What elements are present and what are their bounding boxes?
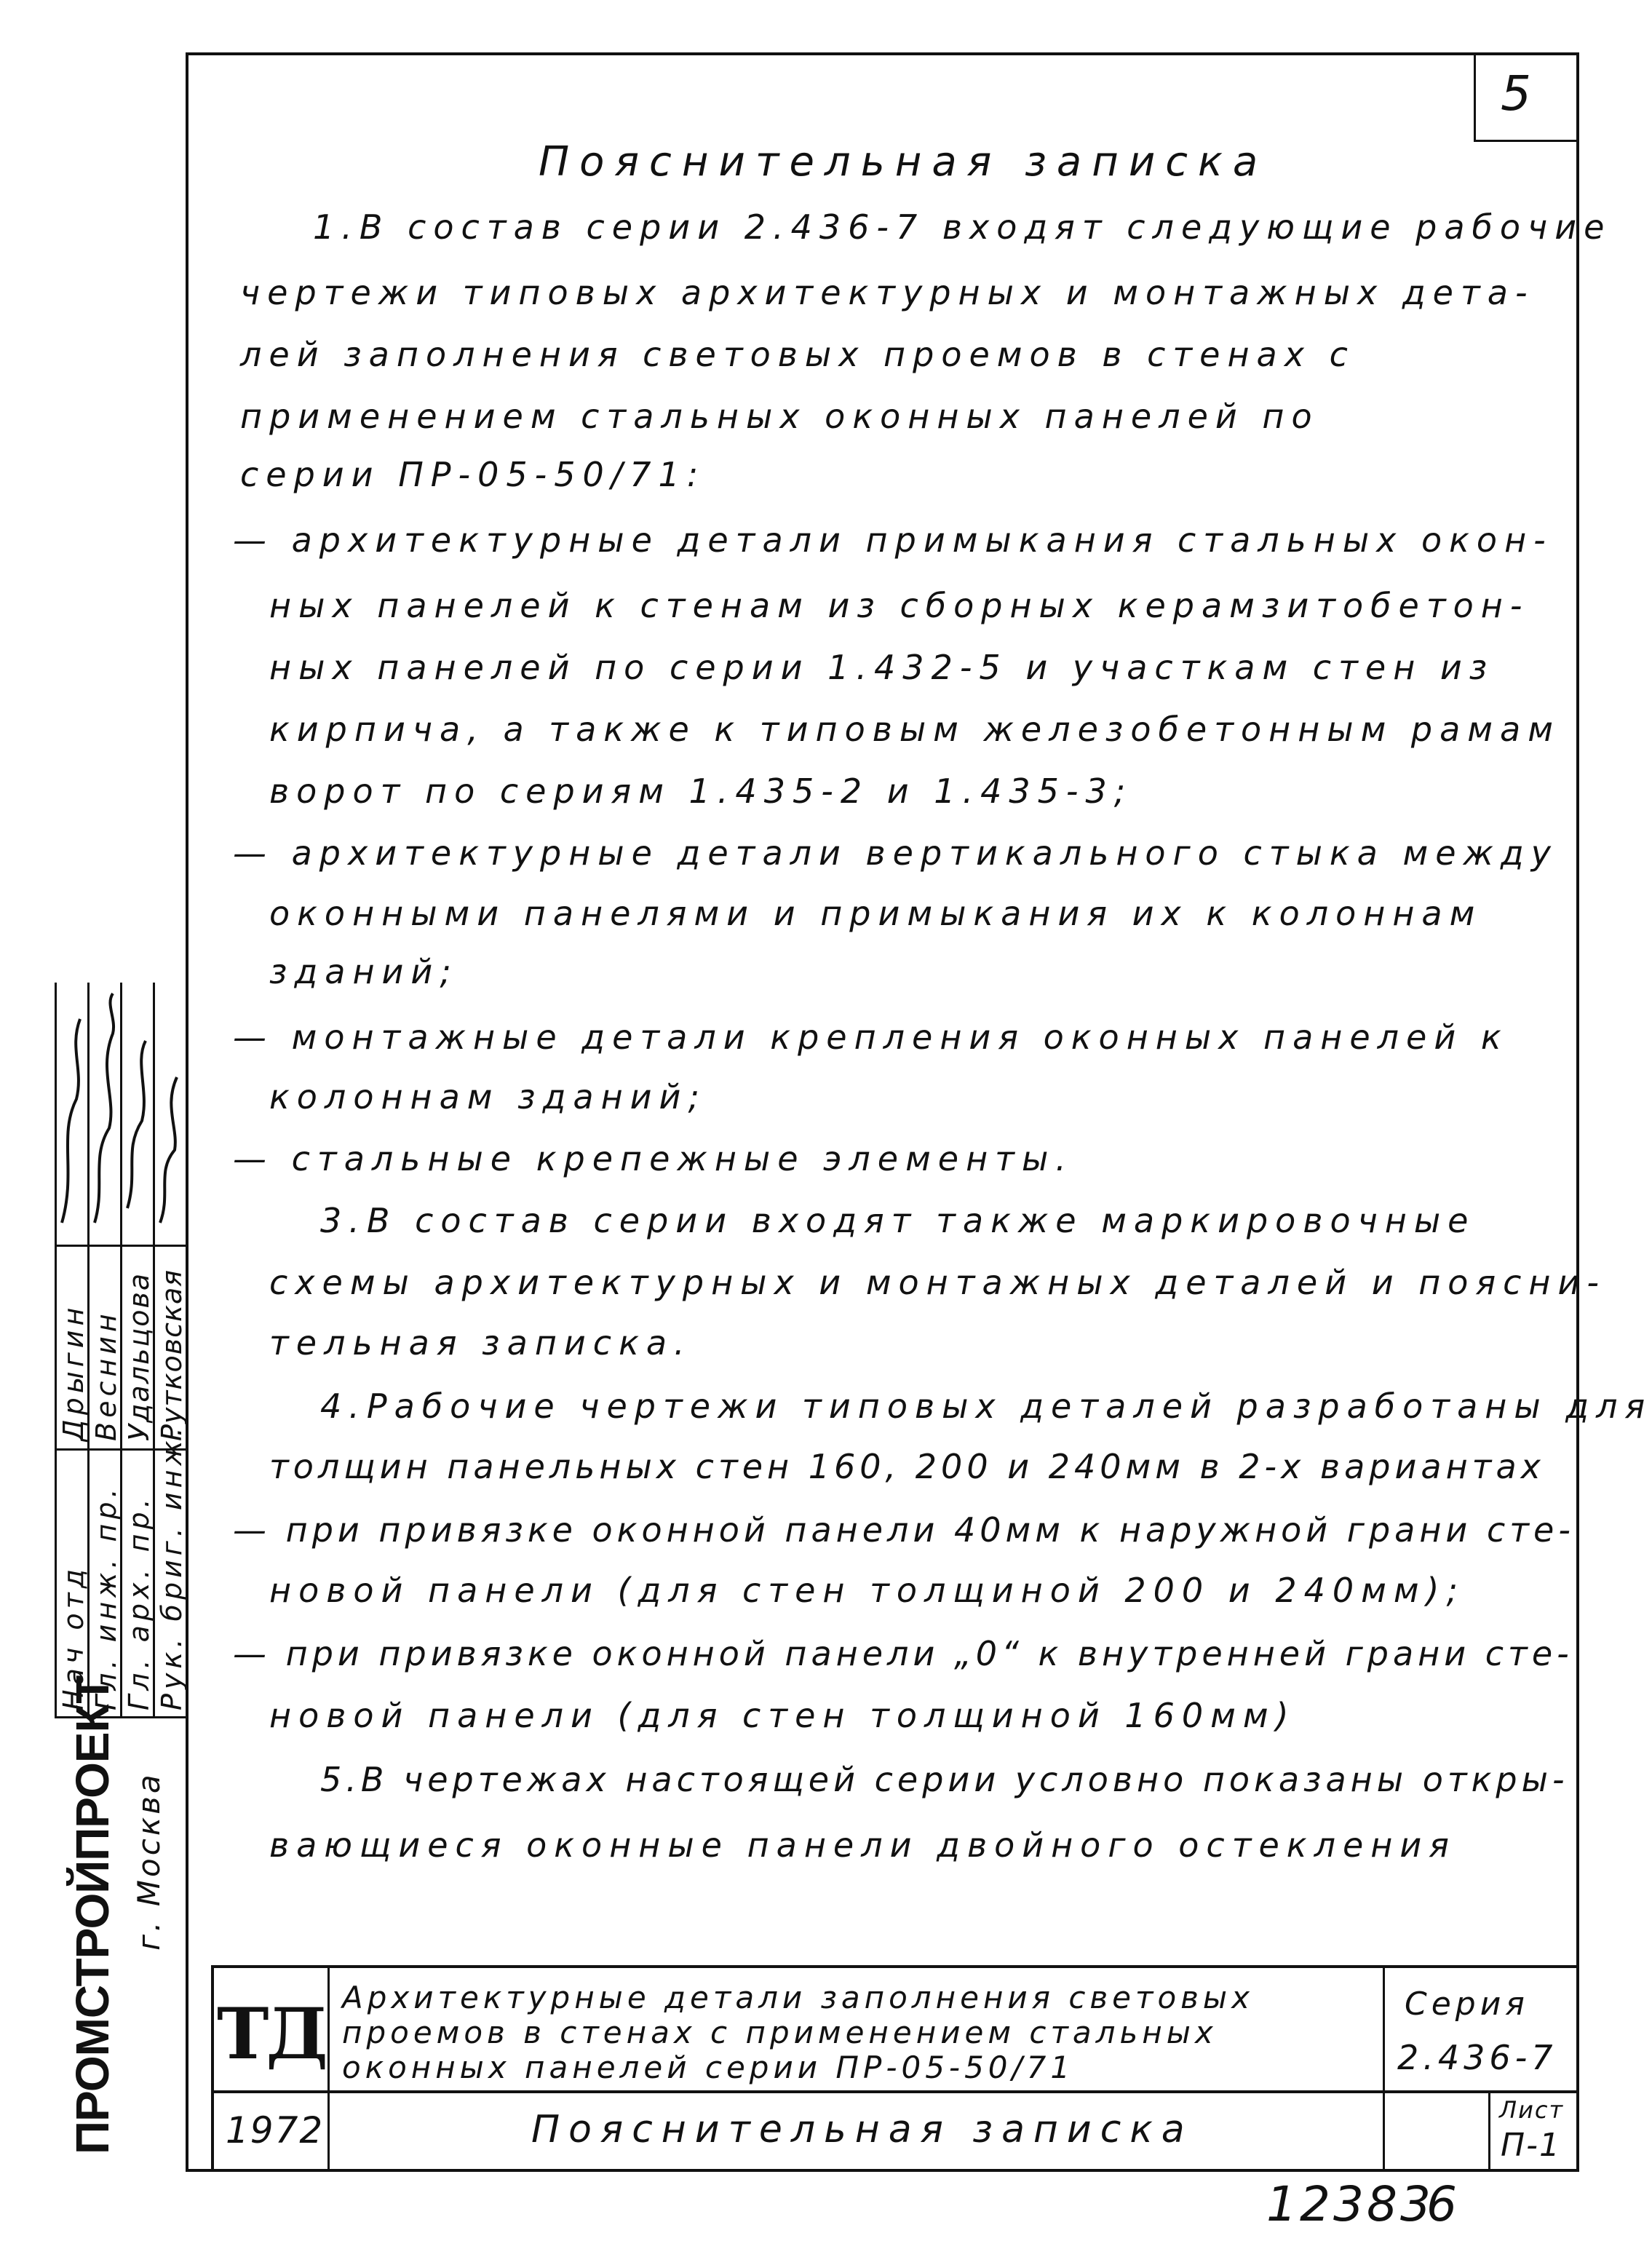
text-line: кирпича, а также к типовым железобетонным рамам — [269, 710, 1560, 749]
text-line: 1.В состав серии 2.436-7 входят следующие рабочие — [313, 207, 1612, 247]
approval-name: Рутковская — [156, 1269, 188, 1441]
text-line: лей заполнения световых проемов в стенах с — [240, 335, 1355, 374]
archive-number: 12383 — [1266, 2176, 1434, 2232]
text-line: — при привязке оконной панели „0“ к внутренней грани сте- — [233, 1634, 1573, 1673]
approval-role: Нач отд — [57, 1564, 90, 1710]
body-text — [233, 0, 1652, 1951]
stamp-desc-line: оконных панелей серии ПР-05-50/71 — [342, 2050, 1075, 2085]
approval-role: Рук. бриг. инж. — [156, 1423, 188, 1710]
title-block — [211, 1965, 1576, 2169]
text-line: вающиеся оконные панели двойного остекления — [269, 1825, 1456, 1865]
text-line: 3.В состав серии входят также маркировочные — [320, 1201, 1476, 1240]
text-line: тельная записка. — [269, 1323, 692, 1363]
text-line: — архитектурные детали вертикального стыка между — [233, 833, 1558, 873]
frame-bottom-border — [186, 2169, 1579, 2172]
td-logo: ТД — [217, 1993, 325, 2075]
approval-name: Веснин — [90, 1309, 122, 1441]
signatures-graphic — [55, 990, 186, 1237]
text-line: 4.Рабочие чертежи типовых деталей разработаны для — [320, 1387, 1652, 1426]
text-line: серии ПР-05-50/71: — [240, 455, 706, 494]
text-line: схемы архитектурных и монтажных деталей и поясни- — [269, 1263, 1606, 1302]
frame-left-border — [186, 52, 188, 2170]
sheet-title: Пояснительная записка — [531, 2108, 1194, 2151]
org-name: ПРОМСТРОЙПРОЕКТ — [66, 1675, 119, 2154]
text-line: толщин панельных стен 160, 200 и 240мм в 2-х вариантах — [269, 1447, 1545, 1486]
text-line: — стальные крепежные элементы. — [233, 1139, 1073, 1178]
text-line: зданий; — [269, 952, 458, 991]
sheet-label: Лист — [1499, 2096, 1565, 2124]
text-line: — архитектурные детали примыкания стальных окон- — [233, 520, 1553, 560]
approval-role: Гл. инж. пр. — [90, 1484, 122, 1710]
text-line: оконными панелями и примыкания их к колоннам — [269, 894, 1482, 933]
side-approval-table — [55, 983, 186, 1718]
text-line: ных панелей к стенам из сборных керамзитобетон- — [269, 586, 1530, 625]
series-value: 2.436-7 — [1397, 2038, 1557, 2077]
page-title: Пояснительная записка — [539, 138, 1268, 186]
year: 1972 — [226, 2109, 325, 2151]
approval-role: Гл. арх. пр. — [123, 1494, 155, 1710]
text-line: применением стальных оконных панелей по — [240, 397, 1319, 436]
approval-name: Удальцова — [123, 1272, 155, 1441]
text-line: — монтажные детали крепления оконных панелей к — [233, 1018, 1509, 1057]
text-line: ных панелей по серии 1.432-5 и участкам стен из — [269, 648, 1495, 687]
stamp-desc-line: Архитектурные детали заполнения световых — [342, 1980, 1254, 2015]
frame-right-border — [1576, 52, 1579, 2170]
approval-name: Дрыгин — [57, 1303, 90, 1441]
text-line: чертежи типовых архитектурных и монтажных дета- — [240, 273, 1535, 312]
page-number: 5 — [1501, 66, 1531, 122]
copy-number: 6 — [1426, 2176, 1457, 2232]
stamp-desc-line: проемов в стенах с применением стальных — [342, 2015, 1218, 2050]
text-line: 5.В чертежах настоящей серии условно показаны откры- — [320, 1760, 1569, 1799]
text-line: — при привязке оконной панели 40мм к наружной грани сте- — [233, 1510, 1575, 1550]
text-line: колоннам зданий; — [269, 1077, 707, 1116]
sheet-value: П-1 — [1501, 2127, 1561, 2164]
series-label: Серия — [1405, 1986, 1529, 2023]
text-line: ворот по сериям 1.435-2 и 1.435-3; — [269, 772, 1133, 811]
org-city: г. Москва — [131, 1772, 167, 1951]
text-line: новой панели (для стен толщиной 160мм) — [269, 1696, 1296, 1735]
text-line: новой панели (для стен толщиной 200 и 240мм); — [269, 1571, 1465, 1610]
